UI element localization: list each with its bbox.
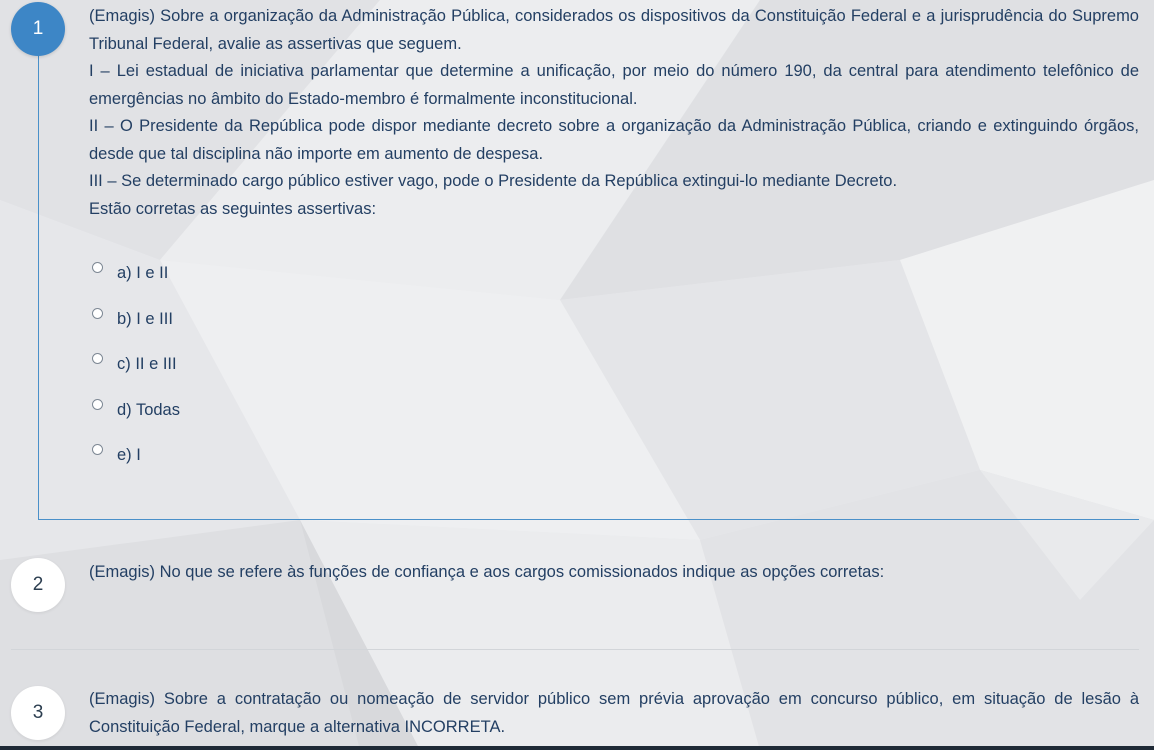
question-number-label: 2 xyxy=(32,574,44,595)
assertion-iii: III – Se determinado cargo público estiver vago, pode o Presidente da República extingui-lo mediante Decreto. xyxy=(89,172,898,190)
option-b-label[interactable]: b) I e III xyxy=(117,310,173,328)
assertion-ii: II – O Presidente da República pode dispor mediante decreto sobre a organização da Administração Pública, criando e extinguindo órgãos, desde que tal disciplina não importe em aumento de despesa. xyxy=(89,117,1139,163)
option-e[interactable] xyxy=(92,443,141,464)
option-d-radio[interactable] xyxy=(92,399,103,410)
question-3-statement: (Emagis) Sobre a contratação ou nomeação de servidor público sem prévia aprovação em concurso público, em situação de lesão à Constituição Federal, marque a alternativa INCORRETA. xyxy=(89,690,1139,736)
question-2-statement: (Emagis) No que se refere às funções de confiança e aos cargos comissionados indique as opções corretas: xyxy=(89,563,885,581)
question-3-text xyxy=(89,686,1139,741)
option-a-label[interactable]: a) I e II xyxy=(117,264,169,282)
option-d-label[interactable]: d) Todas xyxy=(117,401,180,419)
question-number-label: 3 xyxy=(32,702,44,723)
option-c-radio[interactable] xyxy=(92,353,103,364)
assertion-i: I – Lei estadual de iniciativa parlamentar que determine a unificação, por meio do número 190, da central para atendimento telefônico de emergências no âmbito do Estado-membro é formalmente inconstitucional. xyxy=(89,62,1139,108)
option-a[interactable] xyxy=(92,261,168,282)
question-number-1[interactable] xyxy=(11,2,65,56)
question-1-text xyxy=(89,3,1139,223)
question-divider xyxy=(11,649,1139,650)
option-c-label[interactable]: c) II e III xyxy=(117,355,177,373)
question-2-text xyxy=(89,559,1139,587)
option-c[interactable] xyxy=(92,352,177,373)
option-e-label[interactable]: e) I xyxy=(117,446,141,464)
option-e-radio[interactable] xyxy=(92,444,103,455)
question-intro: (Emagis) Sobre a organização da Administração Pública, considerados os dispositivos da Constituição Federal e a jurisprudência do Supremo Tribunal Federal, avalie as assertivas que seguem. xyxy=(89,7,1139,53)
question-number-3[interactable] xyxy=(11,686,65,740)
option-b-radio[interactable] xyxy=(92,308,103,319)
window-bottom-edge xyxy=(0,746,1154,750)
question-number-label: 1 xyxy=(32,18,44,39)
option-d[interactable] xyxy=(92,398,180,419)
question-number-2[interactable] xyxy=(11,558,65,612)
option-a-radio[interactable] xyxy=(92,262,103,273)
option-b[interactable] xyxy=(92,307,173,328)
question-prompt: Estão corretas as seguintes assertivas: xyxy=(89,199,377,218)
